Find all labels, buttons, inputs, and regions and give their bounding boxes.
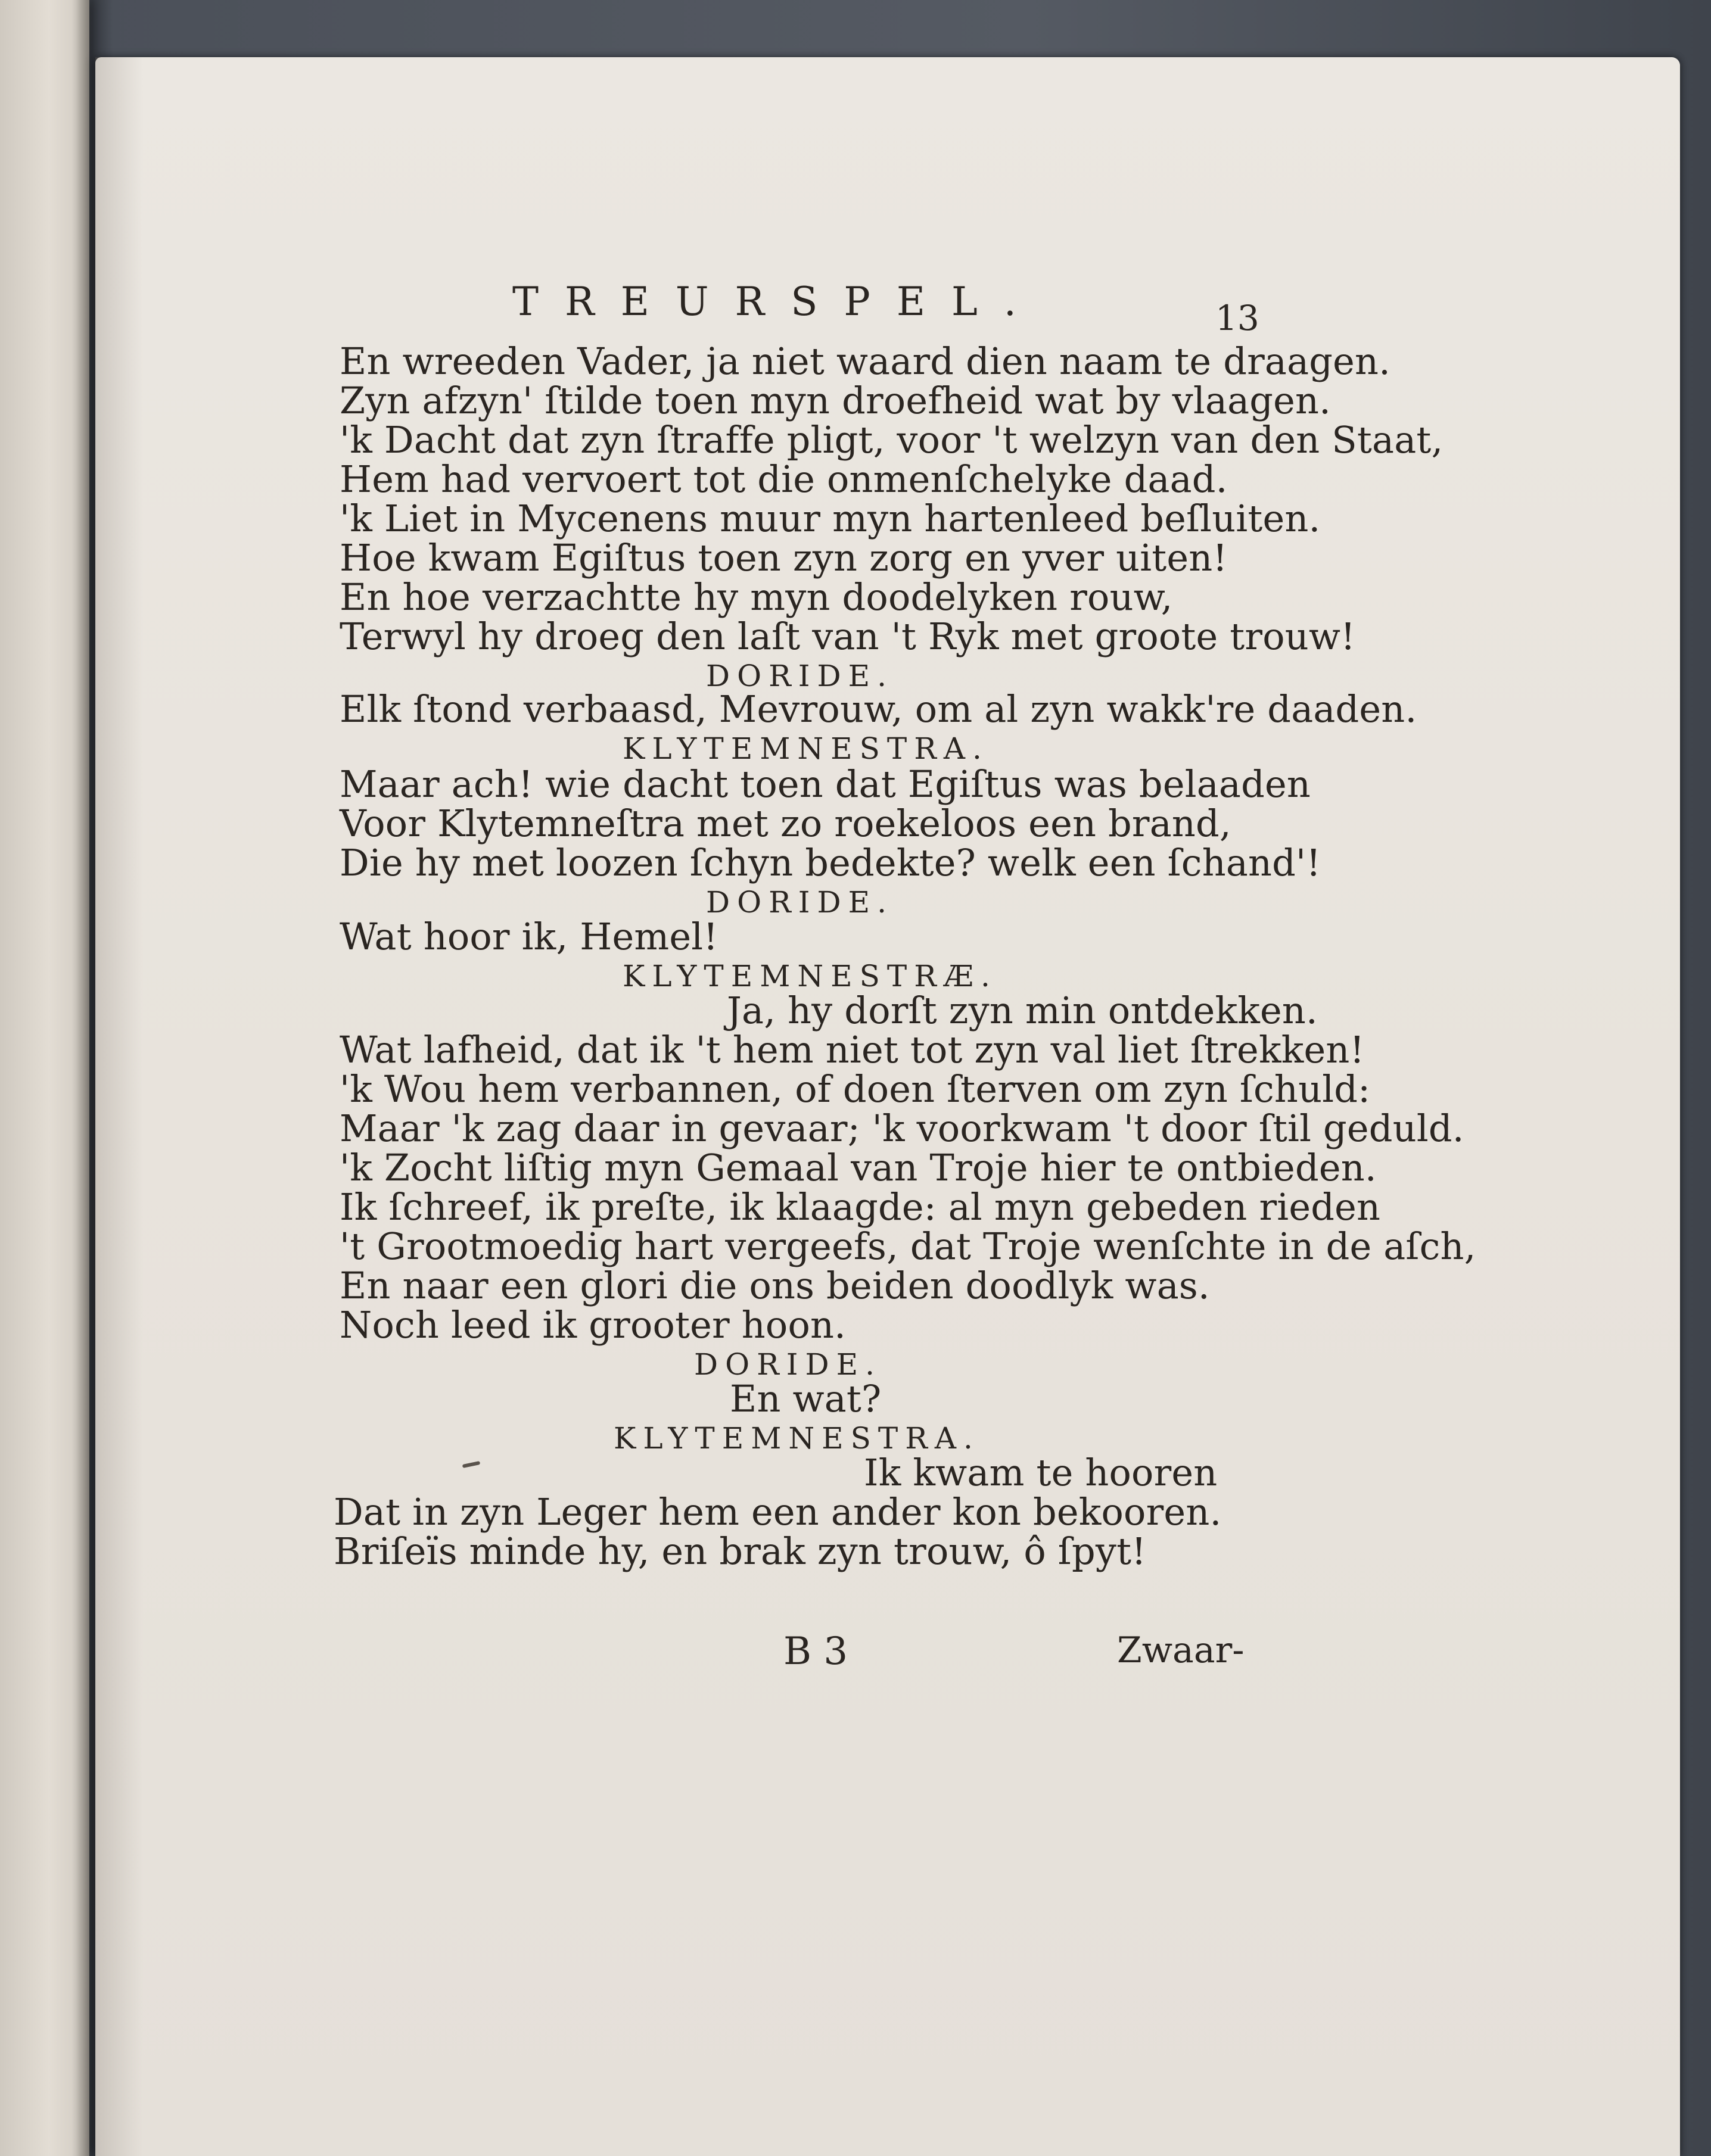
verse-line: Ik ſchreef, ik preſte, ik klaagde: al myn gebeden rieden	[340, 1185, 1381, 1229]
catchword: Zwaar-	[1117, 1630, 1245, 1671]
speaker-heading: KLYTEMNESTRA.	[623, 731, 989, 766]
verse-line: 'k Wou hem verbannen, of doen ſterven om zyn ſchuld:	[340, 1067, 1371, 1111]
verse-line: Ja, hy dorſt zyn min ontdekken.	[727, 989, 1318, 1032]
verse-line: Noch leed ik grooter hoon.	[340, 1303, 847, 1347]
verse-line: Ik kwam te hooren	[864, 1451, 1218, 1494]
verse-line: 't Grootmoedig hart vergeefs, dat Troje wenſchte in de aſch,	[340, 1225, 1476, 1268]
page-text	[95, 57, 1680, 2156]
verse-line: 'k Dacht dat zyn ſtraffe pligt, voor 't welzyn van den Staat,	[340, 418, 1444, 462]
verse-line: Zyn afzyn' ſtilde toen myn droefheid wat by vlaagen.	[340, 379, 1332, 422]
verse-line: Maar ach! wie dacht toen dat Egiſtus was belaaden	[340, 762, 1311, 806]
speaker-heading: DORIDE.	[706, 885, 894, 920]
running-head: TREURSPEL.	[512, 279, 1043, 325]
ink-mark	[462, 1461, 481, 1468]
verse-line: 'k Zocht liſtig myn Gemaal van Troje hier te ontbieden.	[340, 1146, 1377, 1189]
verse-line: Briſeïs minde hy, en brak zyn trouw, ô ſpyt!	[334, 1529, 1147, 1573]
verse-line: En wat?	[730, 1377, 882, 1420]
signature-mark: B 3	[783, 1630, 848, 1674]
verse-line: Wat lafheid, dat ik 't hem niet tot zyn val liet ſtrekken!	[340, 1028, 1365, 1071]
verse-line: Wat hoor ik, Hemel!	[340, 915, 718, 958]
verse-line: Terwyl hy droeg den laſt van 't Ryk met groote trouw!	[340, 615, 1356, 658]
page-number: 13	[1215, 298, 1259, 338]
verse-line: Die hy met loozen ſchyn bedekte? welk een ſchand'!	[340, 841, 1321, 884]
speaker-heading: KLYTEMNESTRÆ.	[623, 959, 997, 993]
verse-line: Hoe kwam Egiſtus toen zyn zorg en yver uiten!	[340, 536, 1228, 579]
speaker-heading: DORIDE.	[694, 1347, 882, 1382]
speaker-heading: DORIDE.	[706, 659, 894, 693]
speaker-heading: KLYTEMNESTRA.	[614, 1421, 980, 1456]
verse-line: Maar 'k zag daar in gevaar; 'k voorkwam 't door ſtil geduld.	[340, 1107, 1464, 1150]
verse-line: Elk ſtond verbaasd, Mevrouw, om al zyn wakk're daaden.	[340, 687, 1417, 731]
verse-line: En wreeden Vader, ja niet waard dien naam te draagen.	[340, 339, 1391, 383]
verse-line: Dat in zyn Leger hem een ander kon bekooren.	[334, 1490, 1222, 1534]
verse-line: Voor Klytemneſtra met zo roekeloos een brand,	[340, 802, 1231, 845]
book-page	[95, 57, 1680, 2156]
verse-line: 'k Liet in Mycenens muur myn hartenleed beſluiten.	[340, 497, 1321, 540]
verse-line: En hoe verzachtte hy myn doodelyken rouw,	[340, 575, 1173, 619]
verse-line: Hem had vervoert tot die onmenſchelyke daad.	[340, 457, 1228, 501]
verse-line: En naar een glori die ons beiden doodlyk was.	[340, 1264, 1210, 1307]
